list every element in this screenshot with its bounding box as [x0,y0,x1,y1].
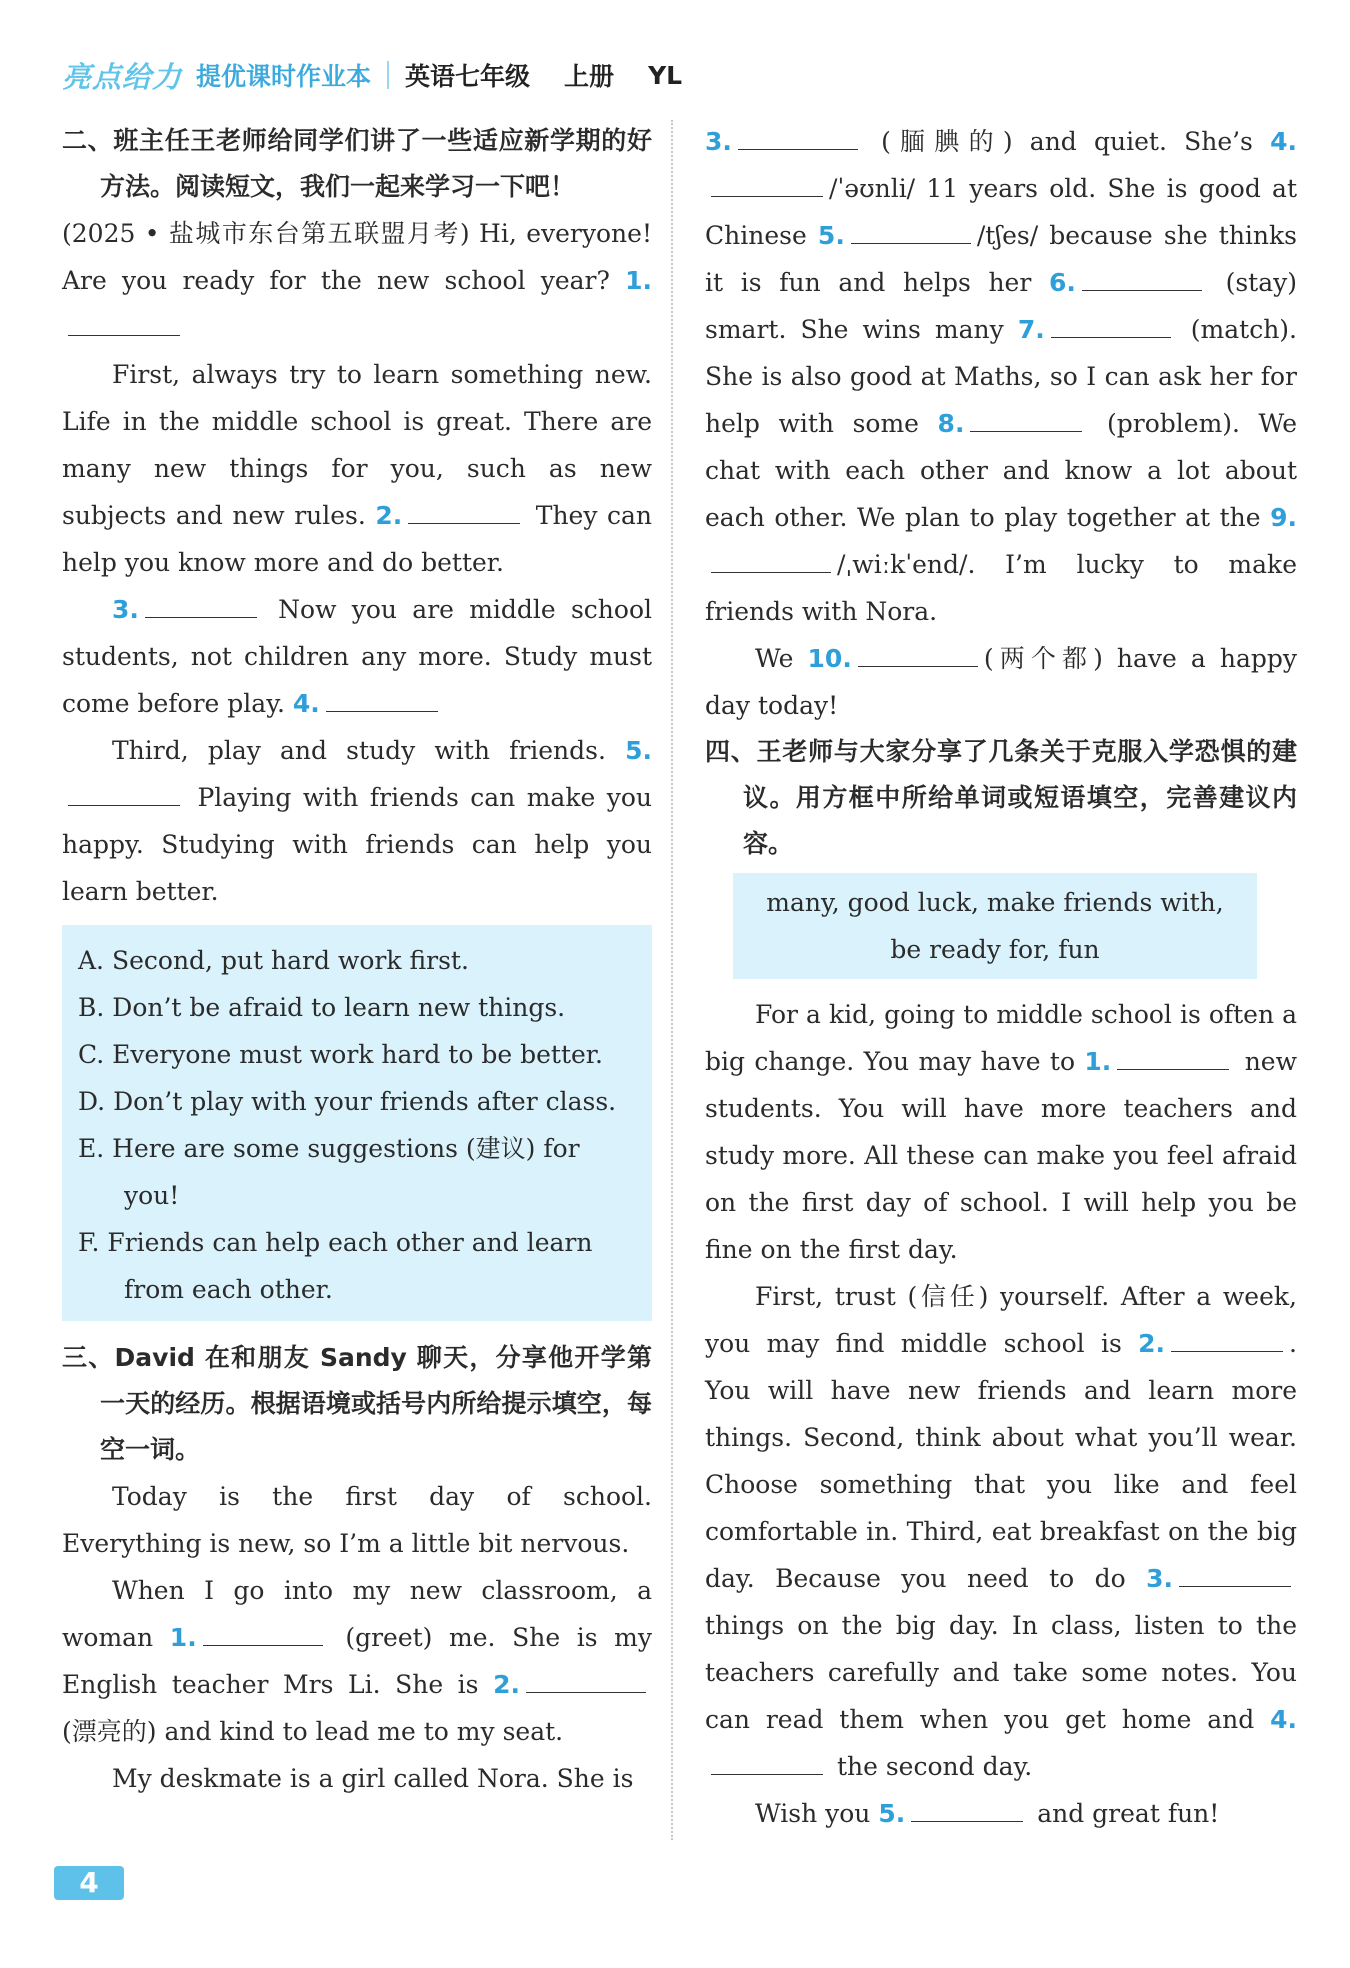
question-number: 3. [112,595,139,624]
section-3-paragraph-2: When I go into my new classroom, a woman 1. (greet) me. She is my English teacher Mrs Li. She is 2. (漂亮的) and kind to lead me to my seat. [62,1576,653,1746]
option-b: B. Don’t be afraid to learn new things. [78,993,566,1022]
answer-blank[interactable] [526,1666,646,1693]
page-header [62,55,716,95]
answer-blank[interactable] [911,1795,1023,1822]
series-title: 提优课时作业本 [196,62,372,91]
section-2-intro: (2025 • 盐城市东台第五联盟月考) Hi, everyone! Are you ready for the new school year? 1. [62,210,652,351]
question-number: 4. [292,689,320,718]
question-number: 10. [807,644,852,673]
question-number: 1. [625,266,652,295]
question-number: 6. [1049,268,1076,297]
edition-label: YL [648,60,683,90]
subject-label: 英语七年级 [405,62,531,91]
question-number: 4. [1270,1705,1297,1734]
section-3-heading: 三、David 在和朋友 Sandy 聊天，分享他开学第一天的经历。根据语境或括号内所给提示填空，每空一词。 [62,1343,652,1464]
answer-blank[interactable] [1082,264,1202,291]
question-number: 2. [493,1670,520,1699]
question-number: 5. [625,736,653,765]
option-c: C. Everyone must work hard to be better. [78,1040,603,1069]
answer-blank[interactable] [408,497,520,524]
answer-blank[interactable] [68,309,180,336]
answer-blank[interactable] [851,217,971,244]
answer-blank[interactable] [203,1619,323,1646]
question-number: 3. [705,127,732,156]
question-number: 4. [1270,127,1298,156]
section-2-paragraph-2: 3. Now you are middle school students, not children any more. Study must come before play. 4. [62,586,652,727]
option-a: A. Second, put hard work first. [78,946,469,975]
answer-blank[interactable] [145,591,257,618]
answer-blank[interactable] [858,640,978,667]
right-column [705,118,1297,1837]
section-4-paragraph-2: First, trust (信任) yourself. After a week, you may find middle school is 2. . You will have new friends and learn more things. Second, think about what you’ll wear. Choose something that you like and feel comfortable in. Third, eat breakfast on the big day. Because you need to do 3. things on the big day. In class, listen to the teachers carefully and take some notes. You can read them when you get home and 4. the second day. [705,1282,1297,1781]
word-bank-line-1: many, good luck, make friends with, [766,888,1224,917]
section-3-closing: We 10. (两个都) have a happy day today! [705,635,1297,729]
answer-blank[interactable] [711,1748,823,1775]
question-number: 1. [169,1623,197,1652]
left-column [62,118,652,1802]
answer-blank[interactable] [326,685,438,712]
header-divider [387,61,389,89]
page-number: 4 [54,1866,124,1900]
question-number: 2. [375,501,403,530]
answer-blank[interactable] [711,170,823,197]
answer-blank[interactable] [711,546,831,573]
answer-blank[interactable] [68,779,180,806]
options-box [62,925,652,1321]
answer-blank[interactable] [970,405,1082,432]
brand-logo: 亮点给力 [62,59,183,94]
section-3-paragraph-1: Today is the first day of school. Everything is new, so I’m a little bit nervous. [62,1482,652,1558]
section-2-paragraph-1: First, always try to learn something new. Life in the middle school is great. There are many new things for you, such as new subjects and new rules. 2. They can help you know more and do better. [62,360,652,577]
question-number: 9. [1270,503,1297,532]
column-divider [671,120,673,1840]
question-number: 7. [1017,315,1045,344]
answer-blank[interactable] [738,123,858,150]
question-number: 5. [878,1799,906,1828]
answer-blank[interactable] [1171,1325,1283,1352]
option-d: D. Don’t play with your friends after class. [78,1087,617,1116]
word-bank-line-2: be ready for, fun [890,935,1100,964]
section-3-continued: 3. (腼腆的) and quiet. She’s 4./ˈəʊnli/ 11 years old. She is good at Chinese 5. /tʃes/ because she thinks it is fun and helps her 6. (stay) smart. She wins many 7. (match). She is also good at Maths, so I can ask her for help with some 8. (problem). We chat with each other and know a lot about each other. We plan to play together at the 9./ˌwiːkˈend/. I’m lucky to make friends with Nora. [705,118,1297,635]
section-3-paragraph-3: My deskmate is a girl called Nora. She is [112,1764,634,1793]
question-number: 5. [817,221,845,250]
question-number: 3. [1146,1564,1173,1593]
answer-blank[interactable] [1179,1560,1291,1587]
section-2-heading: 二、班主任王老师给同学们讲了一些适应新学期的好方法。阅读短文，我们一起来学习一下吧！ [62,126,652,201]
question-number: 1. [1084,1047,1112,1076]
section-4-paragraph-3: Wish you 5. and great fun! [705,1790,1297,1837]
question-number: 2. [1138,1329,1166,1358]
word-bank-box [733,873,1257,979]
section-2-paragraph-3: Third, play and study with friends. 5. Playing with friends can make you happy. Studying with friends can help you learn better. [62,736,653,906]
section-4-heading: 四、王老师与大家分享了几条关于克服入学恐惧的建议。用方框中所给单词或短语填空，完善建议内容。 [705,737,1297,858]
answer-blank[interactable] [1117,1043,1229,1070]
option-f: F. Friends can help each other and learn from each other. [78,1228,593,1304]
volume-label: 上册 [564,62,615,91]
answer-blank[interactable] [1051,311,1171,338]
section-4-paragraph-1: For a kid, going to middle school is often a big change. You may have to 1. new students. You will have more teachers and study more. All these can make you feel afraid on the first day of school. I will help you be fine on the first day. [705,1000,1297,1264]
option-e: E. Here are some suggestions (建议) for you! [78,1134,580,1210]
question-number: 8. [937,409,965,438]
